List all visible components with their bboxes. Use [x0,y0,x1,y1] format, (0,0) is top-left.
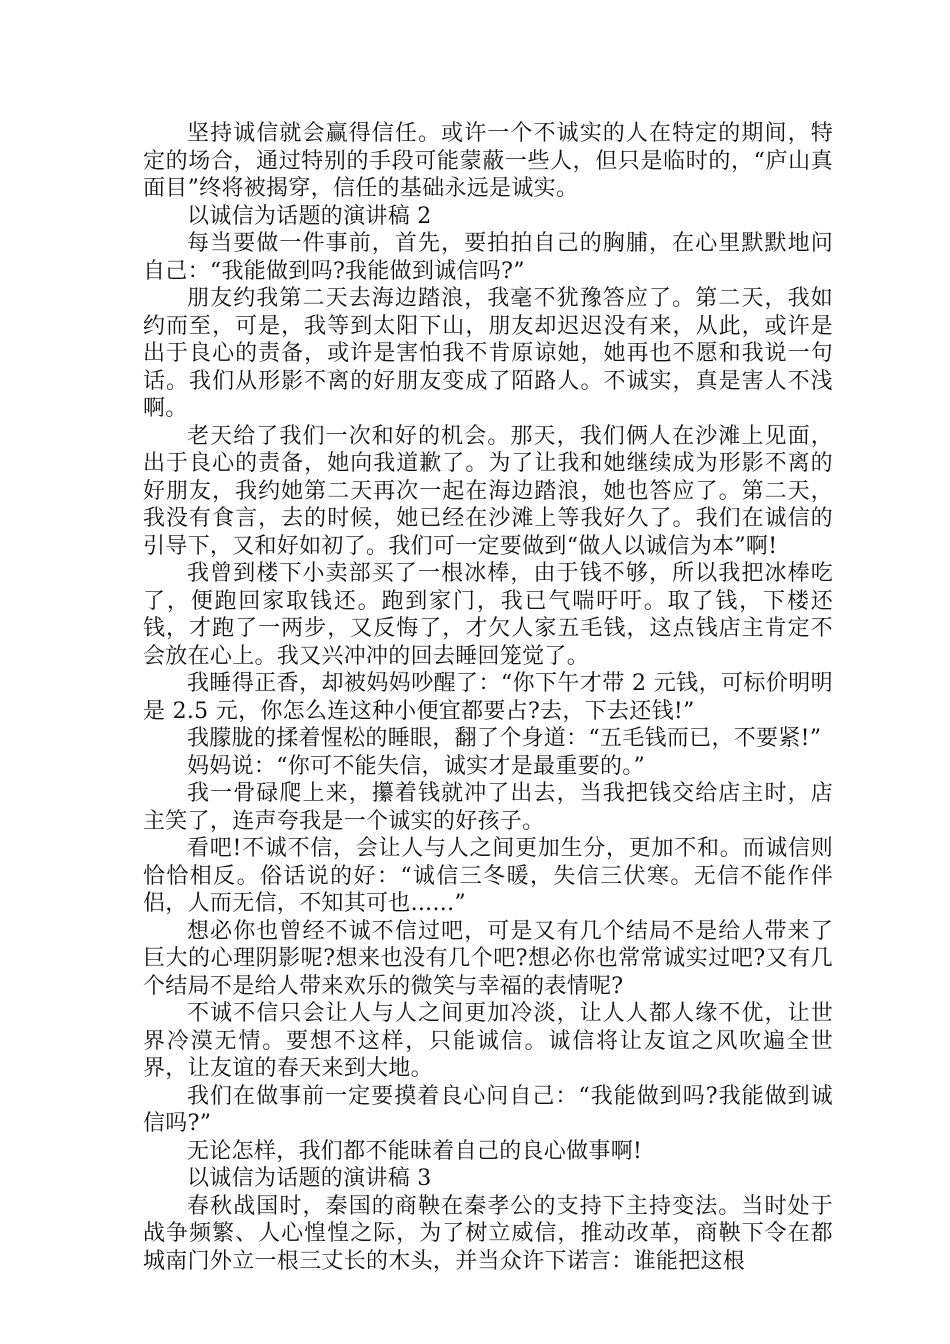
paragraph: 每当要做一件事前，首先，要拍拍自己的胸脯，在心里默默地问自己：“我能做到吗?我能做到诚信吗?” [143,231,833,284]
paragraph: 老天给了我们一次和好的机会。那天，我们俩人在沙滩上见面，出于良心的责备，她向我道歉了。为了让我和她继续成为形影不离的好朋友，我约她第二天再次一起在海边踏浪，她也答应了。第二天，我没有食言，去的时候，她已经在沙滩上等我好久了。我们在诚信的引导下，又和好如初了。我们可一定要做到“做人以诚信为本”啊! [143,423,833,559]
paragraph: 我一骨碌爬上来，攥着钱就冲了出去，当我把钱交给店主时，店主笑了，连声夸我是一个诚实的好孩子。 [143,781,833,834]
paragraph: 无论怎样，我们都不能昧着自己的良心做事啊! [187,1138,643,1164]
paragraph: 看吧!不诚不信，会让人与人之间更加生分，更加不和。而诚信则恰恰相反。俗话说的好：“诚信三冬暖，失信三伏寒。无信不能作伴侣，人而无信，不知其可也......” [143,836,833,916]
paragraph: 想必你也曾经不诚不信过吧，可是又有几个结局不是给人带来了巨大的心理阴影呢?想来也没有几个吧?想必你也常常诚实过吧?又有几个结局不是给人带来欢乐的微笑与幸福的表情呢? [143,918,833,999]
section-heading: 以诚信为话题的演讲稿 3 [187,1166,432,1191]
paragraph: 不诚不信只会让人与人之间更加冷淡，让人人都人缘不优，让世界冷漠无情。要想不这样，只能诚信。诚信将让友谊之风吹遍全世界，让友谊的春天来到大地。 [143,1001,833,1081]
paragraph: 妈妈说：“你可不能失信，诚实才是最重要的。” [187,753,646,779]
paragraph: 我曾到楼下小卖部买了一根冰棒，由于钱不够，所以我把冰棒吃了，便跑回家取钱还。跑到家门，我已气喘吁吁。取了钱，下楼还钱，才跑了一两步，又反悔了，才欠人家五毛钱，这点钱店主肯定不会放在心上。我又兴冲冲的回去睡回笼觉了。 [143,561,833,669]
section-heading: 以诚信为话题的演讲稿 2 [187,203,432,229]
document-body [143,120,833,1275]
paragraph: 我朦胧的揉着惺松的睡眼，翻了个身道：“五毛钱而已，不要紧!” [187,726,822,751]
paragraph: 坚持诚信就会赢得信任。或许一个不诚实的人在特定的期间，特定的场合，通过特别的手段可能蒙蔽一些人，但只是临时的，“庐山真面目”终将被揭穿，信任的基础永远是诚实。 [143,121,833,201]
paragraph: 春秋战国时，秦国的商鞅在秦孝公的支持下主持变法。当时处于战争频繁、人心惶惶之际，为了树立威信，推动改革，商鞅下令在都城南门外立一根三丈长的木头，并当众许下诺言：谁能把这根 [143,1193,833,1274]
paragraph: 我睡得正香，却被妈妈吵醒了：“你下午才带 2 元钱，可标价明明是 2.5 元，你怎么连这种小便宜都要占?去，下去还钱!” [143,671,833,724]
paragraph: 我们在做事前一定要摸着良心问自己：“我能做到吗?我能做到诚信吗?” [143,1083,833,1136]
paragraph: 朋友约我第二天去海边踏浪，我毫不犹豫答应了。第二天，我如约而至，可是，我等到太阳下山，朋友却迟迟没有来，从此，或许是出于良心的责备，或许是害怕我不肯原谅她，她再也不愿和我说一句话。我们从形影不离的好朋友变成了陌路人。不诚实，真是害人不浅啊。 [143,286,833,421]
